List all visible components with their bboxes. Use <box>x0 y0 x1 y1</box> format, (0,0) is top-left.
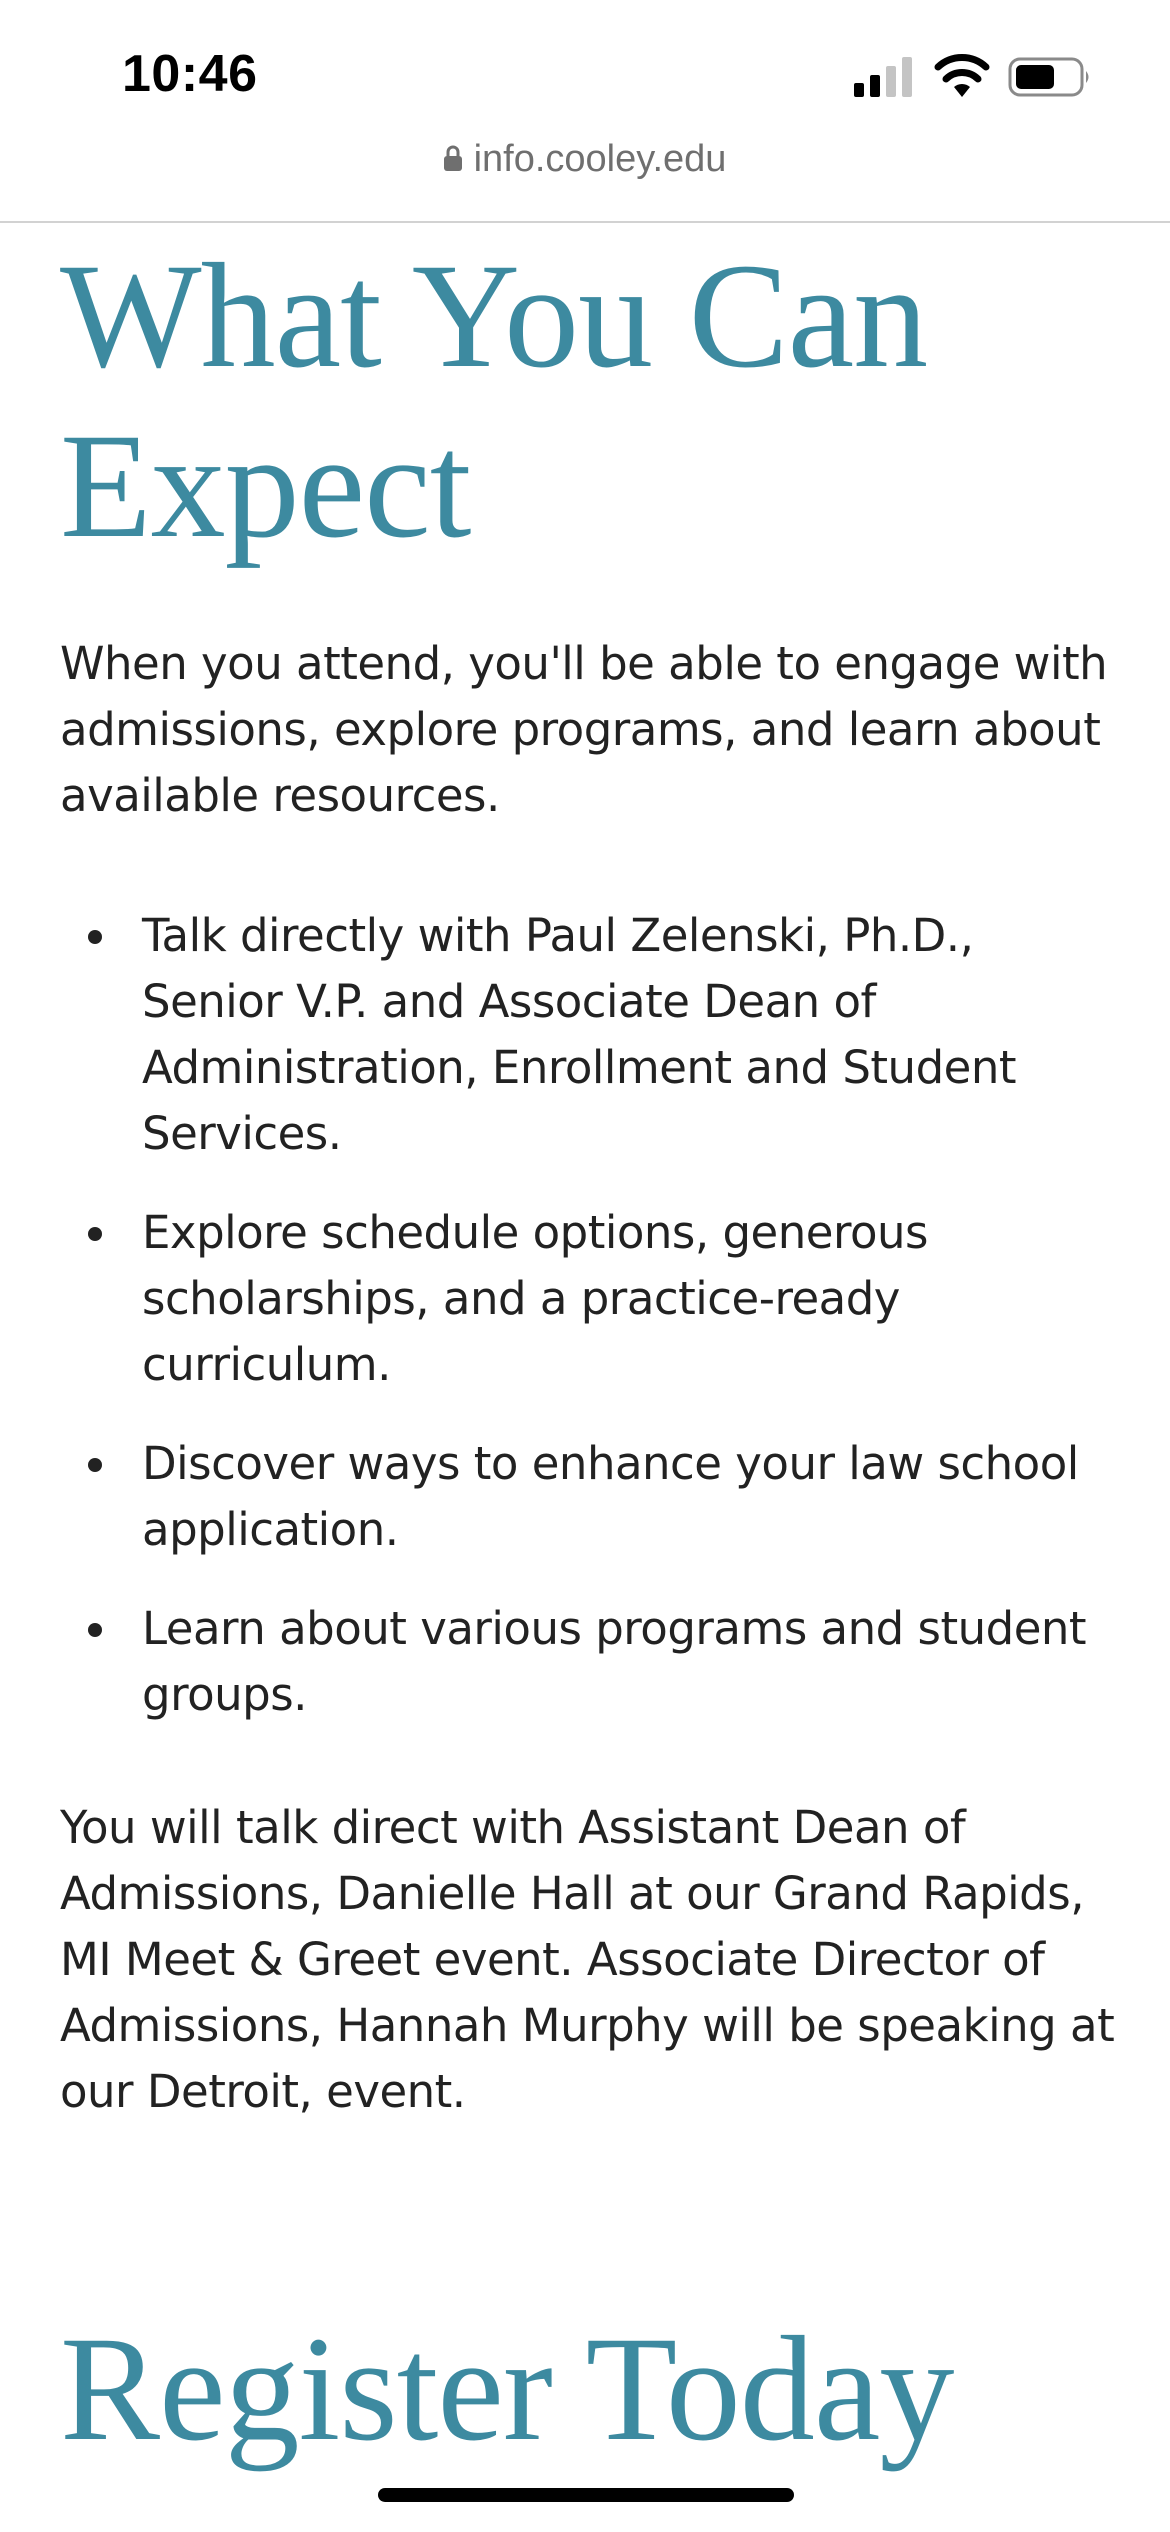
intro-paragraph: When you attend, you'll be able to engage with admissions, explore programs, and learn about available resources. <box>60 637 1108 822</box>
list-item-text: Learn about various programs and student groups. <box>142 1602 1087 1721</box>
bullet-dot <box>88 1623 102 1637</box>
url-text: info.cooley.edu <box>473 138 727 180</box>
list-item-text: Talk directly with Paul Zelenski, Ph.D., Senior V.P. and Associate Dean of Administration, Enrollment and Student Services. <box>142 909 1016 1160</box>
url-bar[interactable] <box>0 138 1170 181</box>
lock-icon <box>444 145 462 171</box>
list-item <box>60 1596 1120 1728</box>
closing-paragraph: You will talk direct with Assistant Dean of Admissions, Danielle Hall at our Grand Rapids, MI Meet & Greet event. Associate Director of Admissions, Hannah Murphy will be speaking at our Detroit, event. <box>60 1801 1115 2118</box>
wifi-icon <box>934 53 990 97</box>
page-content <box>0 223 1170 2532</box>
register-heading: Register Today <box>60 2306 954 2472</box>
status-time: 10:46 <box>122 45 258 103</box>
list-item <box>60 1200 1120 1398</box>
battery-icon <box>1008 57 1092 97</box>
list-item-text: Explore schedule options, generous scholarships, and a practice-ready curriculum. <box>142 1206 928 1391</box>
list-item <box>60 903 1120 1167</box>
list-item <box>60 1431 1120 1563</box>
list-item-text: Discover ways to enhance your law school application. <box>142 1437 1079 1556</box>
home-indicator[interactable] <box>378 2488 794 2502</box>
bullet-dot <box>88 1227 102 1241</box>
signal-icon <box>854 57 914 97</box>
section-heading: What You Can Expect <box>60 233 928 569</box>
bullet-dot <box>88 1458 102 1472</box>
bullet-dot <box>88 930 102 944</box>
expectations-list <box>60 903 1120 1761</box>
status-bar <box>0 0 1170 180</box>
